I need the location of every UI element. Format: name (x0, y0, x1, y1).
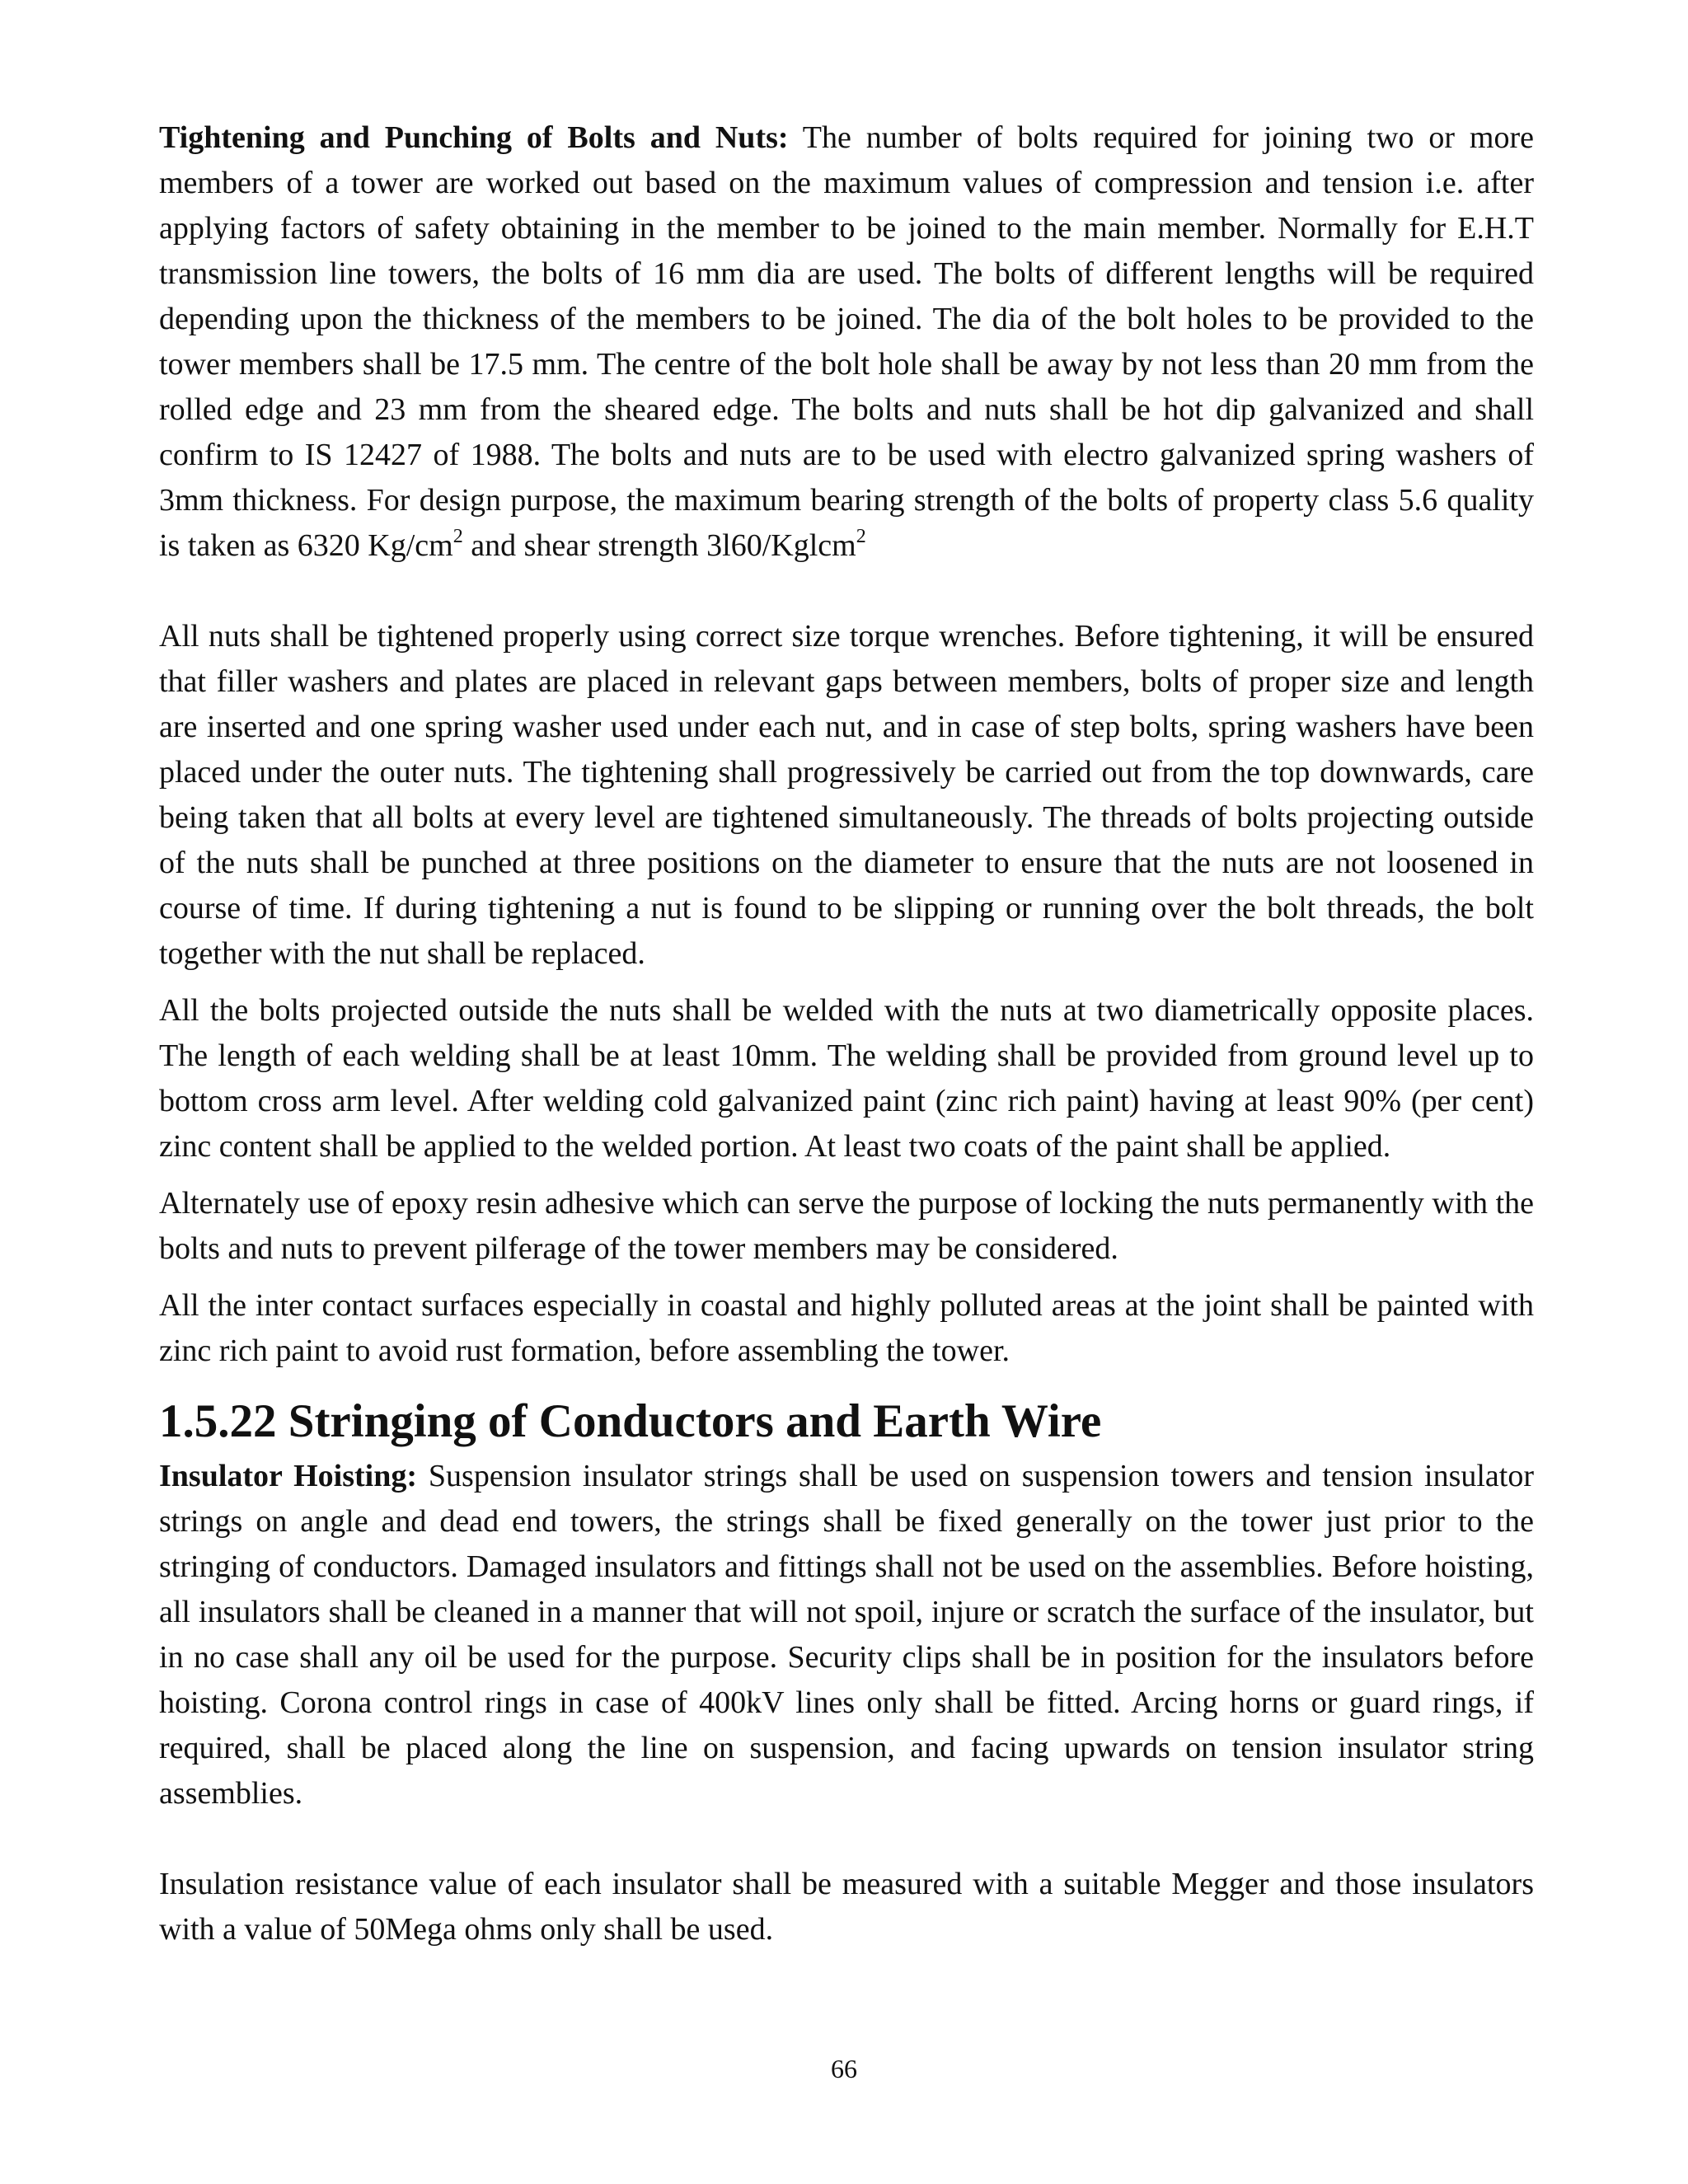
welding-paragraph: All the bolts projected outside the nuts shall be welded with the nuts at two diametrically opposite places. The length of each welding shall be at least 10mm. The welding shall be provided from ground level up to bottom cross arm level. After welding cold galvanized paint (zinc rich paint) having at least 90% (per cent) zinc content shall be applied to the welded portion. At least two coats of the paint shall be applied. (159, 993, 1534, 1164)
document-page (159, 115, 1534, 1952)
insulator-hoisting-lead: Insulator Hoisting: (159, 1459, 418, 1493)
insulator-hoisting-paragraph (159, 1454, 1534, 1816)
shear-strength-text: and shear strength 3l60/Kglcm (462, 528, 856, 563)
bolts-nuts-text: The number of bolts required for joining two or more members of a tower are worked out based on the maximum values of compression and tension i.e. after applying factors of safety obtaining in the member to be joined to the main member. Normally for E.H.T transmission line towers, the bolts of 16 mm dia are used. The bolts of different lengths will be required depending upon the thickness of the members to be joined. The dia of the bolt holes to be provided to the tower members shall be 17.5 mm. The centre of the bolt hole shall be away by not less than 20 mm from the rolled edge and 23 mm from the sheared edge. The bolts and nuts shall be hot dip galvanized and shall confirm to IS 12427 of 1988. The bolts and nuts are to be used with electro galvanized spring washers of 3mm thickness. For design purpose, the maximum bearing strength of the bolts of property class 5.6 quality is taken as 6320 Kg/cm (159, 120, 1534, 563)
bolts-nuts-lead: Tightening and Punching of Bolts and Nuts: (159, 120, 789, 155)
epoxy-paragraph: Alternately use of epoxy resin adhesive which can serve the purpose of locking the nuts permanently with the bolts and nuts to prevent pilferage of the tower members may be considered. (159, 1186, 1534, 1266)
insulator-hoisting-text: Suspension insulator strings shall be used on suspension towers and tension insulator strings on angle and dead end towers, the strings shall be fixed generally on the tower just prior to the stringing of conductors. Damaged insulators and fittings shall not be used on the assemblies. Before hoisting, all insulators shall be cleaned in a manner that will not spoil, injure or scratch the surface of the insulator, but in no case shall any oil be used for the purpose. Security clips shall be in position for the insulators before hoisting. Corona control rings in case of 400kV lines only shall be fitted. Arcing horns or guard rings, if required, shall be placed along the line on suspension, and facing upwards on tension insulator string assemblies. (159, 1459, 1534, 1811)
bearing-unit-superscript: 2 (452, 526, 463, 547)
contact-surfaces-paragraph: All the inter contact surfaces especially in coastal and highly polluted areas at the joint shall be painted with zinc rich paint to avoid rust formation, before assembling the tower. (159, 1288, 1534, 1368)
bolts-nuts-paragraph (159, 115, 1534, 569)
insulation-resistance-paragraph: Insulation resistance value of each insulator shall be measured with a suitable Megger and those insulators with a value of 50Mega ohms only shall be used. (159, 1867, 1534, 1947)
shear-unit-superscript: 2 (856, 526, 866, 547)
tightening-paragraph: All nuts shall be tightened properly using correct size torque wrenches. Before tightening, it will be ensured that filler washers and plates are placed in relevant gaps between members, bolts of proper size and length are inserted and one spring washer used under each nut, and in case of step bolts, spring washers have been placed under the outer nuts. The tightening shall progressively be carried out from the top downwards, care being taken that all bolts at every level are tightened simultaneously. The threads of bolts projecting outside of the nuts shall be punched at three positions on the diameter to ensure that the nuts are not loosened in course of time. If during tightening a nut is found to be slipping or running over the bolt threads, the bolt together with the nut shall be replaced. (159, 619, 1534, 971)
stringing-section-heading: 1.5.22 Stringing of Conductors and Earth Wire (159, 1395, 1102, 1447)
page-number: 66 (831, 2054, 857, 2083)
